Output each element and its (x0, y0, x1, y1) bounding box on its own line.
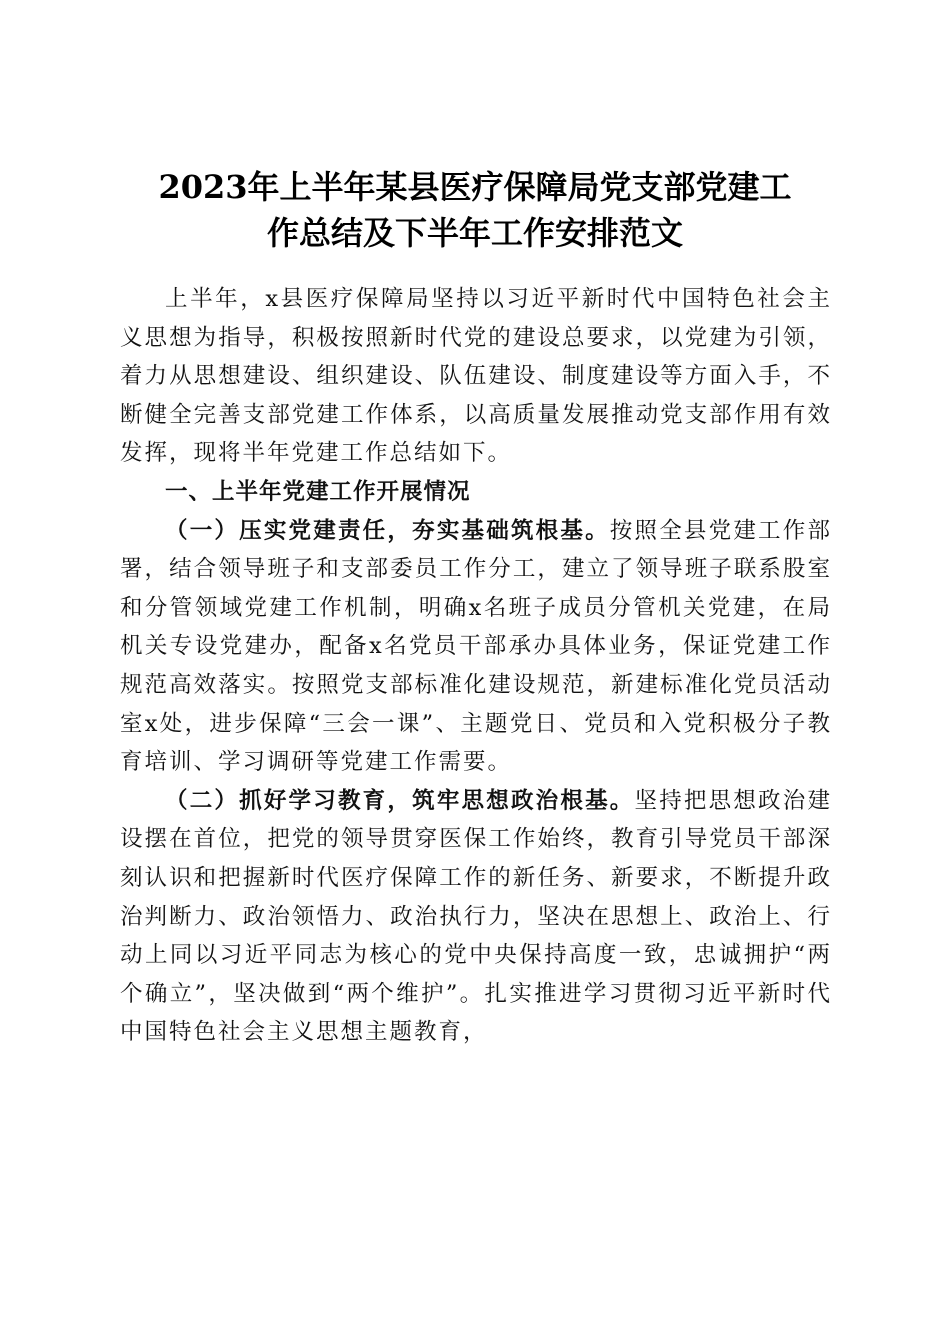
item-1-text: 按照全县党建工作部署，结合领导班子和支部委员工作分工，建立了领导班子联系股室和分管领域党建工作机制，明确x名班子成员分管机关党建，在局机关专设党建办，配备x名党员干部承办具体业务，保证党建工作规范高效落实。按照党支部标准化建设规范，新建标准化党员活动室x处，进步保障“三会一课”、主题党日、党员和入党积极分子教育培训、学习调研等党建工作需要。 (120, 517, 832, 776)
item-2-text: 坚持把思想政治建设摆在首位，把党的领导贯穿医保工作始终，教育引导党员干部深刻认识和把握新时代医疗保障工作的新任务、新要求，不断提升政治判断力、政治领悟力、政治执行力，坚决在思想上、政治上、行动上同以习近平同志为核心的党中央保持高度一致，忠诚拥护“两个确立”，坚决做到“两个维护”。扎实推进学习贯彻习近平新时代中国特色社会主义思想主题教育， (120, 787, 832, 1046)
document-title (120, 164, 830, 256)
item-2-lead: （二）抓好学习教育，筑牢思想政治根基。 (165, 787, 635, 814)
document-body (120, 280, 832, 1052)
title-line-1: 2023年上半年某县医疗保障局党支部党建工 (158, 168, 792, 207)
item-1-lead: （一）压实党建责任，夯实基础筑根基。 (165, 517, 610, 544)
section-heading-1: 一、上半年党建工作开展情况 (165, 478, 471, 505)
title-line-2: 作总结及下半年工作安排范文 (266, 214, 683, 253)
section1-item-2 (120, 782, 832, 1052)
intro-paragraph: 上半年，x县医疗保障局坚持以习近平新时代中国特色社会主义思想为指导，积极按照新时代党的建设总要求，以党建为引领，着力从思想建设、组织建设、队伍建设、制度建设等方面入手，不断健全完善支部党建工作体系，以高质量发展推动党支部作用有效发挥，现将半年党建工作总结如下。 (120, 286, 832, 467)
section1-item-1 (120, 512, 832, 782)
